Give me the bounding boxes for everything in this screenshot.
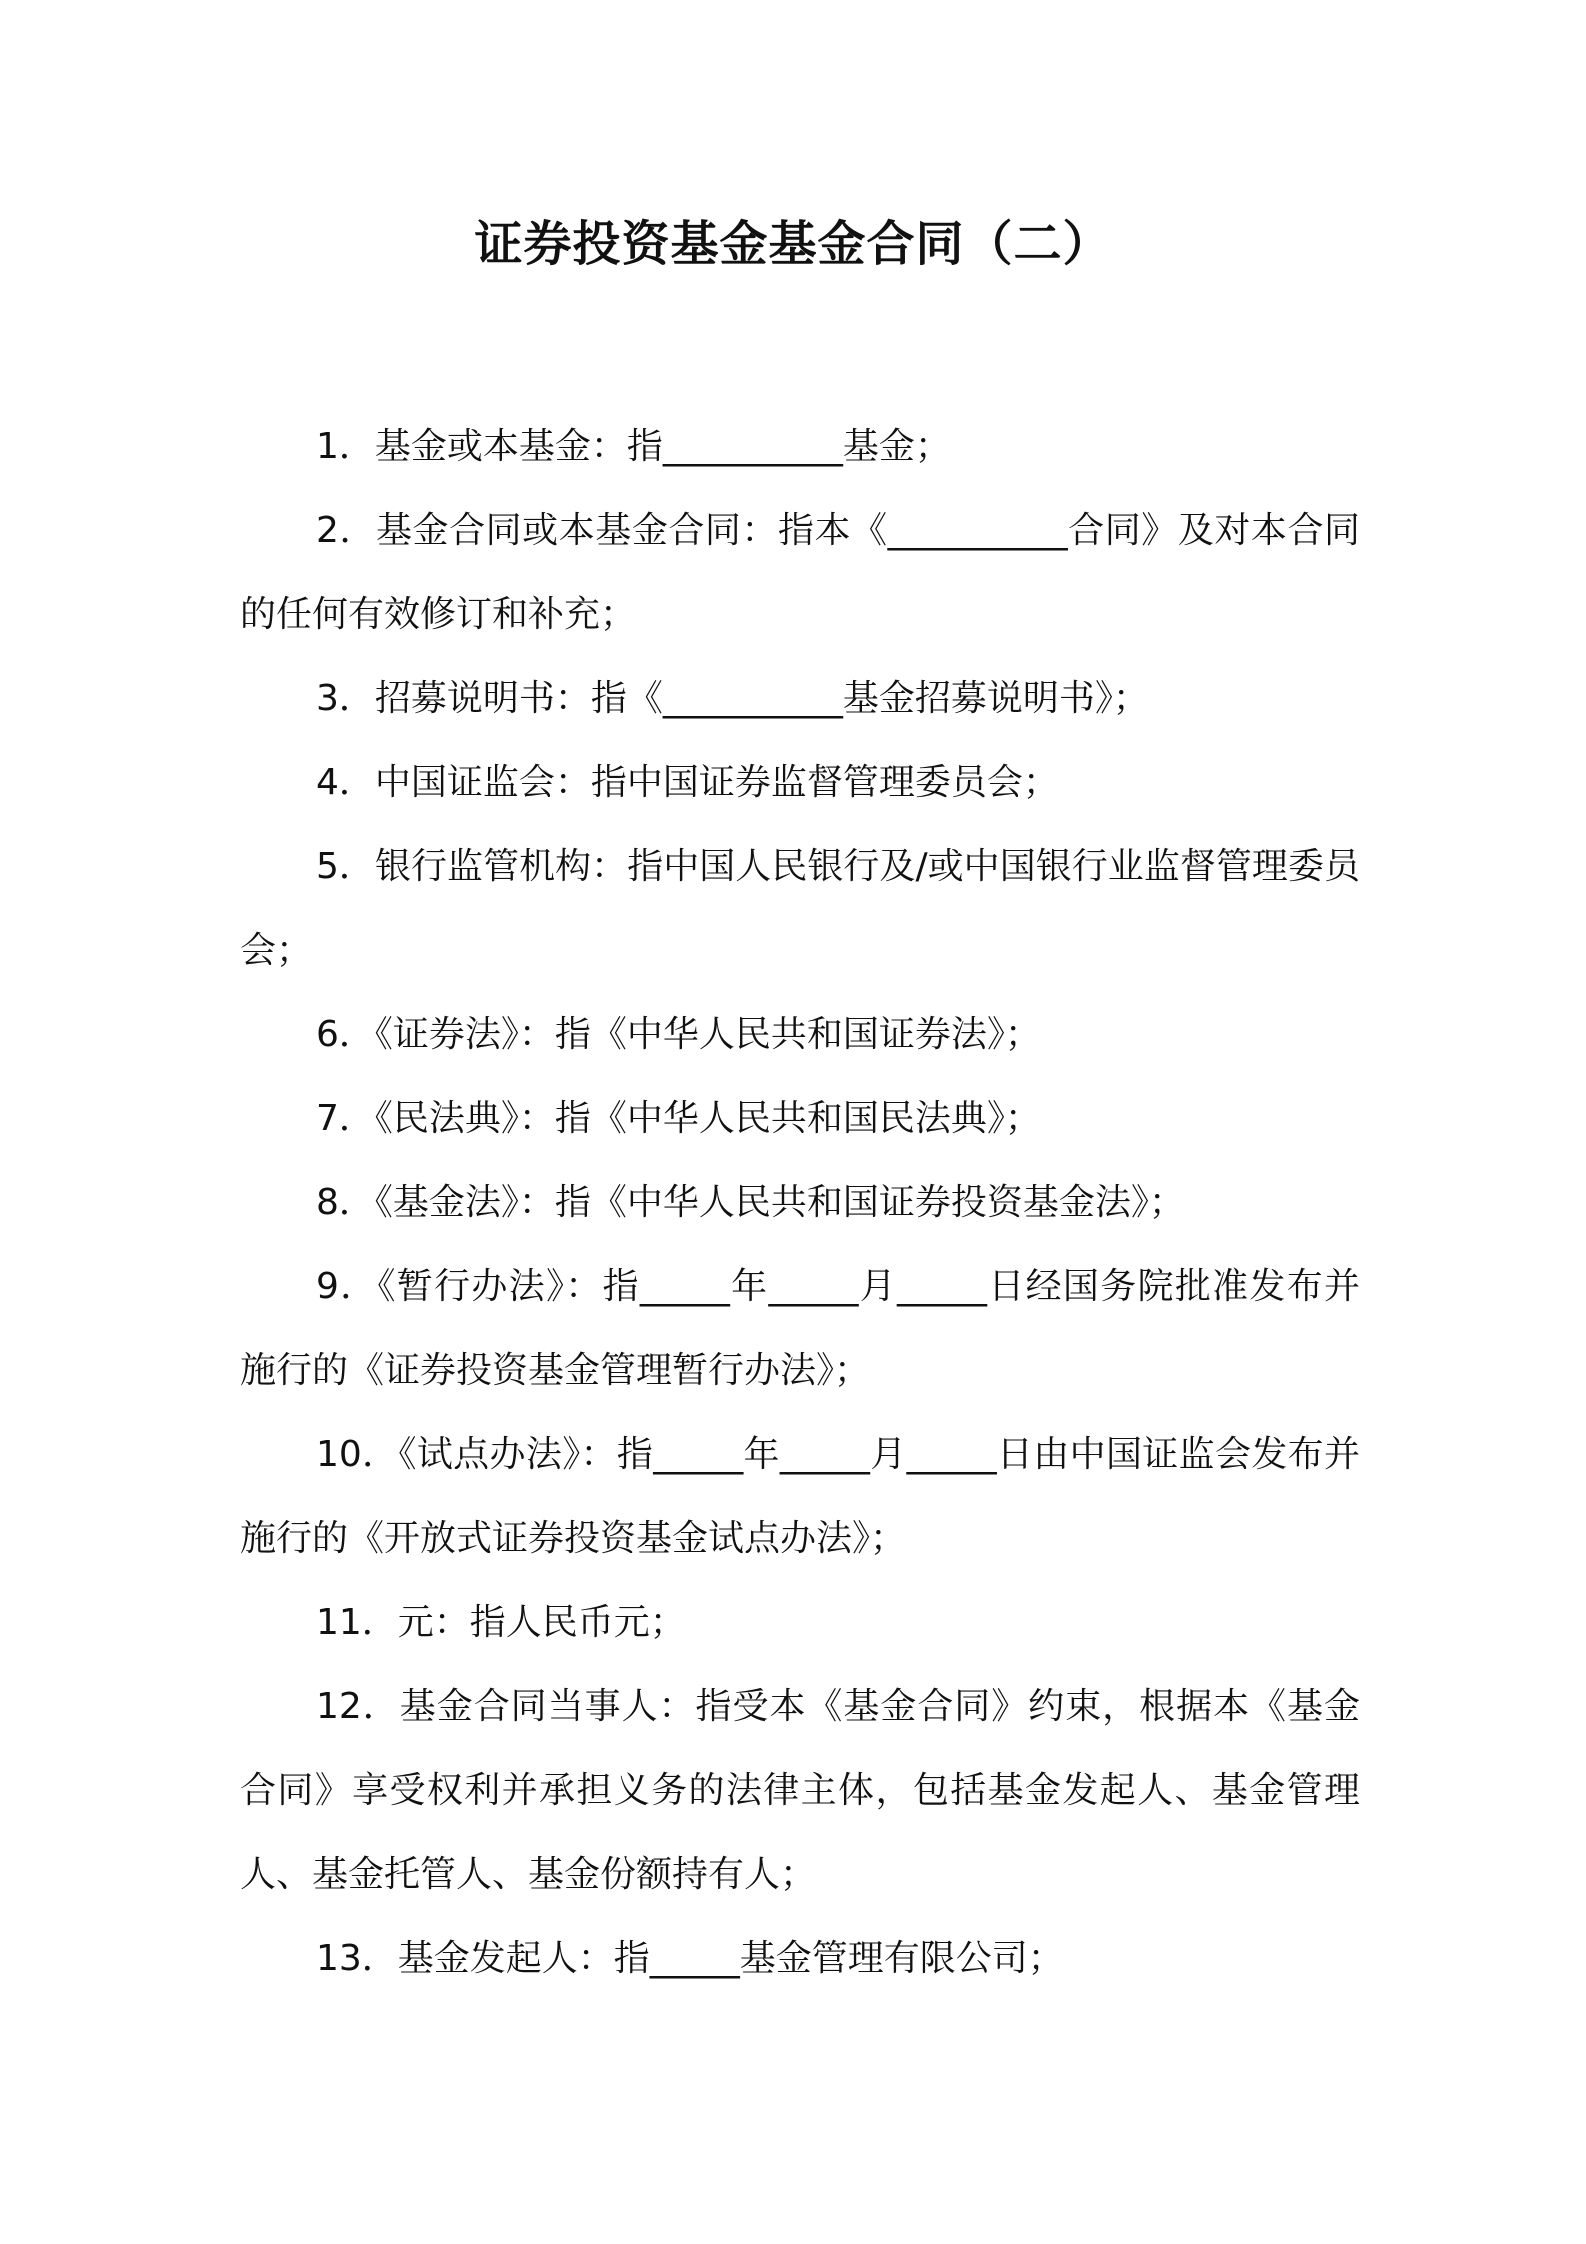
definition-12: 12．基金合同当事人：指受本《基金合同》约束，根据本《基金合同》享受权利并承担义务的法律主体，包括基金发起人、基金管理人、基金托管人、基金份额持有人； bbox=[240, 1686, 1360, 1895]
definition-1: 1．基金或本基金：指__________基金； bbox=[316, 426, 951, 467]
definition-5: 5．银行监管机构：指中国人民银行及/或中国银行业监督管理委员会； bbox=[240, 846, 1360, 971]
document-title: 证券投资基金基金合同（二） bbox=[474, 216, 1112, 272]
definition-6: 6．《证券法》：指《中华人民共和国证券法》； bbox=[316, 1014, 1041, 1055]
definition-9: 9．《暂行办法》：指_____年_____月_____日经国务院批准发布并施行的《证券投资基金管理暂行办法》； bbox=[240, 1266, 1360, 1391]
document-body bbox=[240, 405, 1360, 2001]
definition-13: 13．基金发起人：指_____基金管理有限公司； bbox=[316, 1938, 1064, 1979]
definition-11: 11．元：指人民币元； bbox=[316, 1602, 686, 1643]
definition-4: 4．中国证监会：指中国证券监督管理委员会； bbox=[316, 762, 1059, 803]
definition-7: 7．《民法典》：指《中华人民共和国民法典》； bbox=[316, 1098, 1041, 1139]
definition-2: 2．基金合同或本基金合同：指本《__________合同》及对本合同的任何有效修订和补充； bbox=[240, 510, 1360, 635]
definition-10: 10．《试点办法》：指_____年_____月_____日由中国证监会发布并施行的《开放式证券投资基金试点办法》； bbox=[240, 1434, 1360, 1559]
definition-8: 8．《基金法》：指《中华人民共和国证券投资基金法》； bbox=[316, 1182, 1185, 1223]
definition-3: 3．招募说明书：指《__________基金招募说明书》； bbox=[316, 678, 1149, 719]
